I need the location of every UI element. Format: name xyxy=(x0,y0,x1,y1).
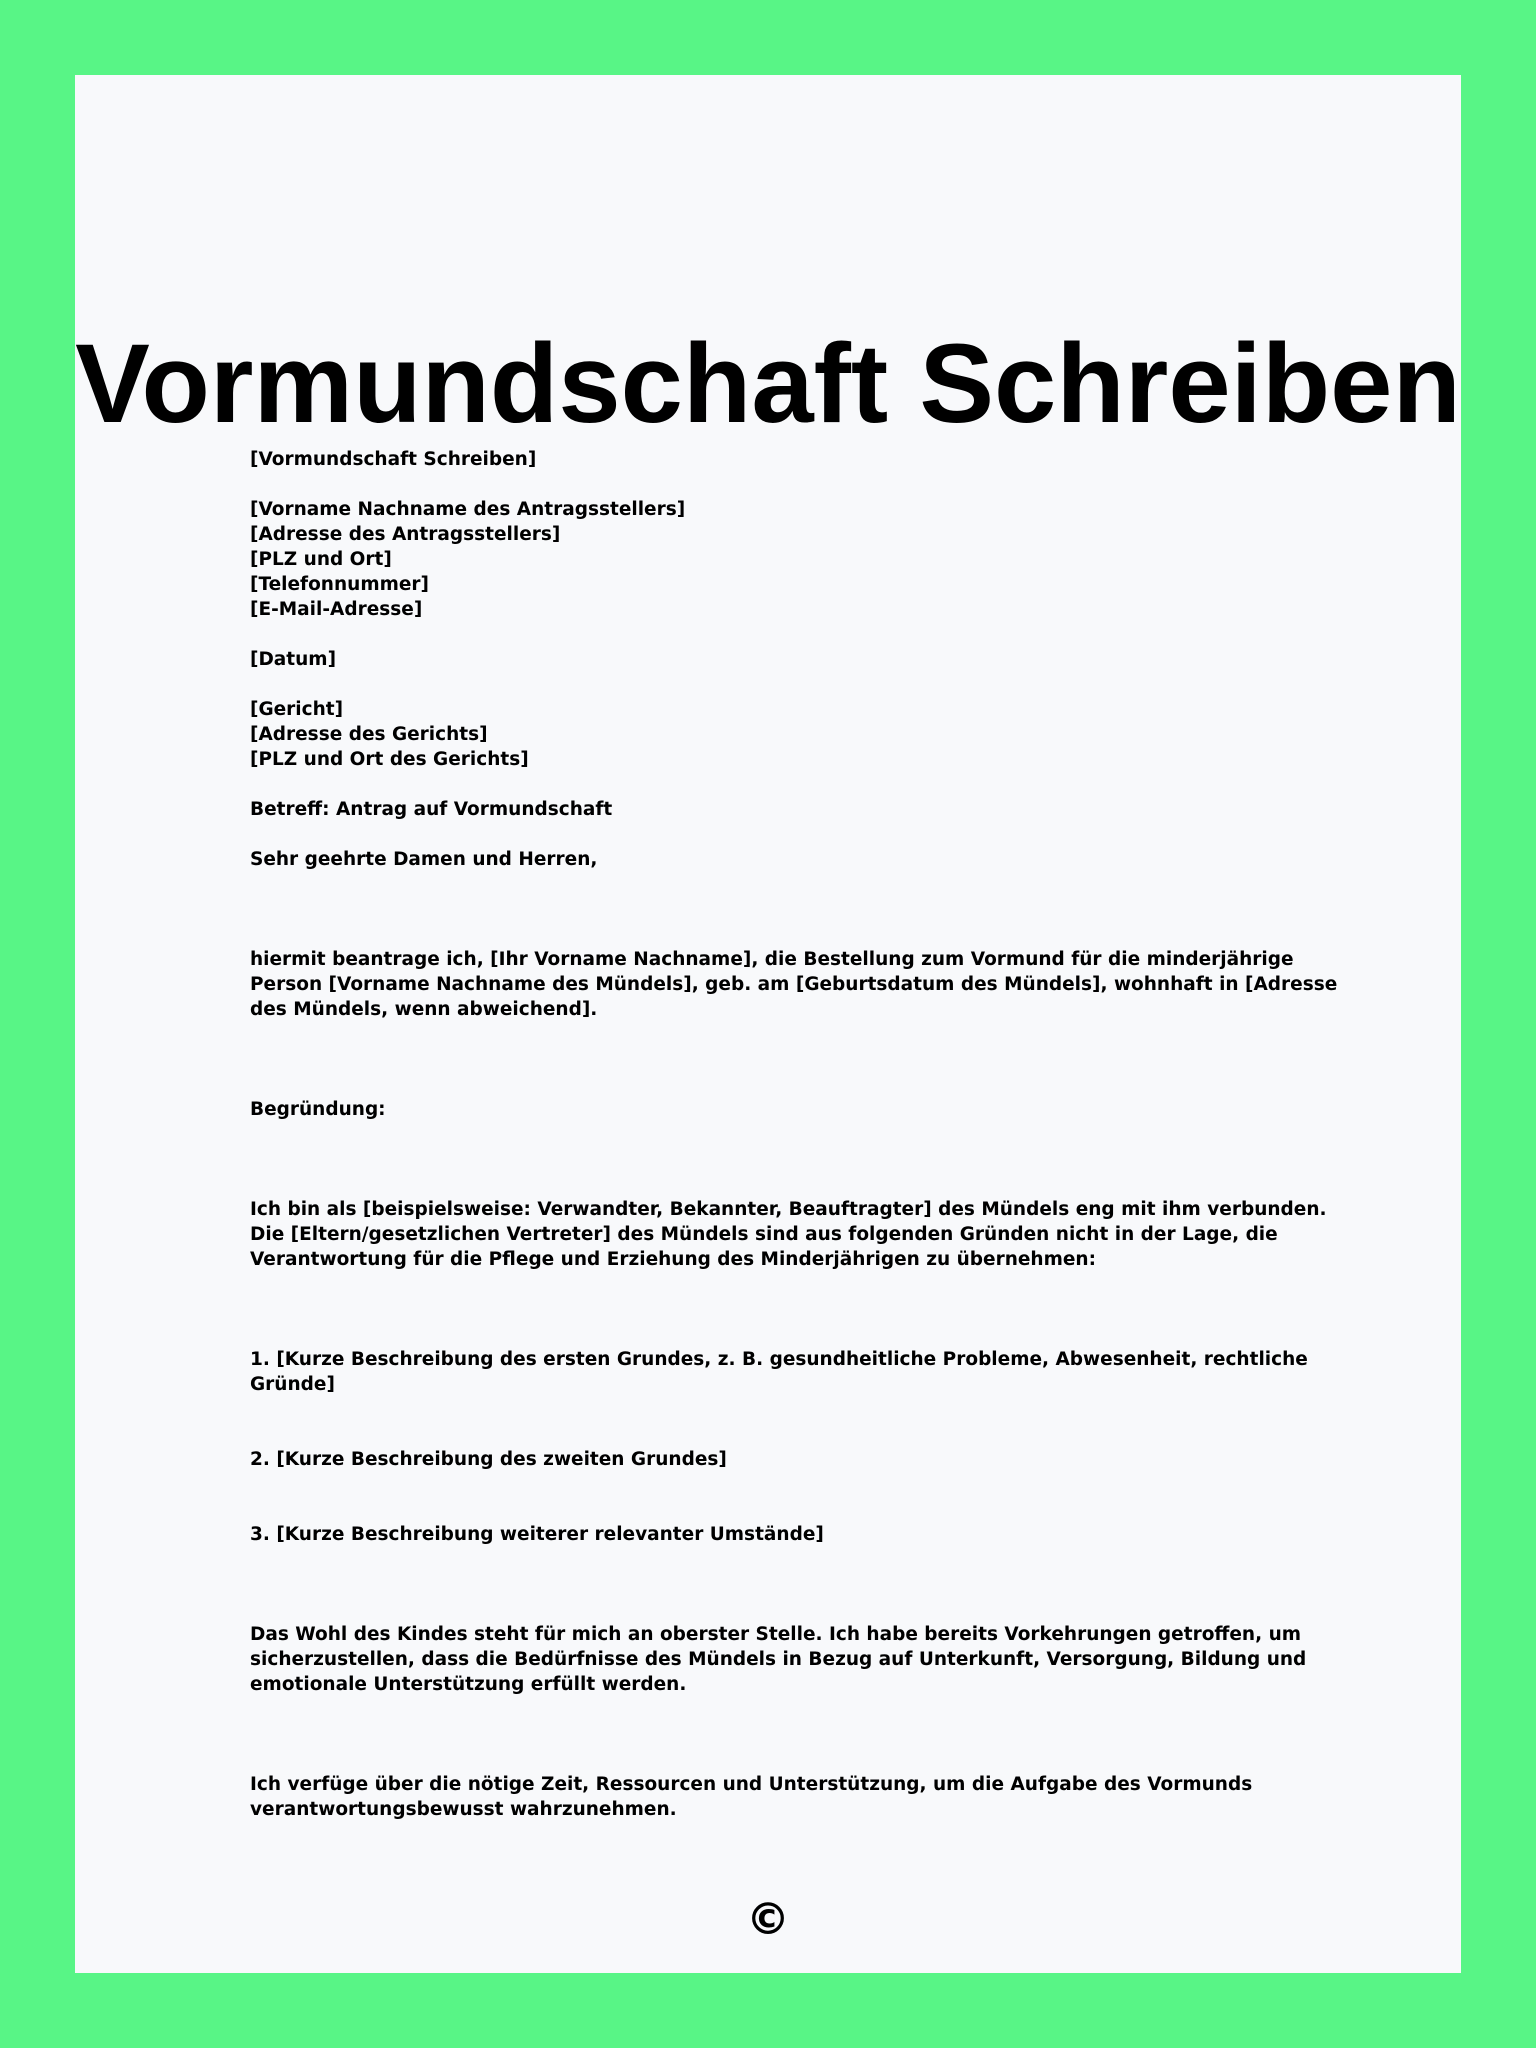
reason-item-1: 1. [Kurze Beschreibung des ersten Grundes, z. B. gesundheitliche Probleme, Abwesenheit, rechtliche Gründe] xyxy=(250,1349,1308,1395)
document-title: Vormundschaft Schreiben xyxy=(75,321,1461,446)
reason-heading: Begründung: xyxy=(250,1099,386,1120)
reason-item-2: 2. [Kurze Beschreibung des zweiten Grundes] xyxy=(250,1449,727,1470)
sender-address-block: [Vorname Nachname des Antragsstellers] [Adresse des Antragsstellers] [PLZ und Ort] [Telefonnummer] [E-Mail-Adresse] xyxy=(250,499,686,620)
intro-paragraph: hiermit beantrage ich, [Ihr Vorname Nachname], die Bestellung zum Vormund für die minderjährige Person [Vorname Nachname des Mündels], geb. am [Geburtsdatum des Mündels], wohnhaft in [Adresse des Mündels, wenn abweichend]. xyxy=(250,949,1338,1020)
reason-item-3: 3. [Kurze Beschreibung weiterer relevanter Umstände] xyxy=(250,1524,824,1545)
document-page xyxy=(75,75,1461,1973)
recipient-address-block: [Gericht] [Adresse des Gerichts] [PLZ und Ort des Gerichts] xyxy=(250,699,529,770)
letter-heading-tag: [Vormundschaft Schreiben] xyxy=(250,449,537,470)
reason-paragraph: Ich bin als [beispielsweise: Verwandter, Bekannter, Beauftragter] des Mündels eng mit ihm verbunden. Die [Eltern/gesetzlichen Vertreter] des Mündels sind aus folgenden Gründen nicht in der Lage, die Verantwortung für die Pflege und Erziehung des Minderjährigen zu übernehmen: xyxy=(250,1199,1327,1270)
letter-body xyxy=(250,447,1360,1822)
resources-paragraph: Ich verfüge über die nötige Zeit, Ressourcen und Unterstützung, um die Aufgabe des Vormunds verantwortungsbewusst wahrzunehmen. xyxy=(250,1774,1253,1820)
copyright-icon: © xyxy=(746,1894,790,1945)
letter-subject: Betreff: Antrag auf Vormundschaft xyxy=(250,799,613,820)
letter-date: [Datum] xyxy=(250,649,337,670)
welfare-paragraph: Das Wohl des Kindes steht für mich an oberster Stelle. Ich habe bereits Vorkehrungen getroffen, um sicherzustellen, dass die Bedürfnisse des Mündels in Bezug auf Unterkunft, Versorgung, Bildung und emotionale Unterstützung erfüllt werden. xyxy=(250,1624,1307,1695)
letter-salutation: Sehr geehrte Damen und Herren, xyxy=(250,849,598,870)
